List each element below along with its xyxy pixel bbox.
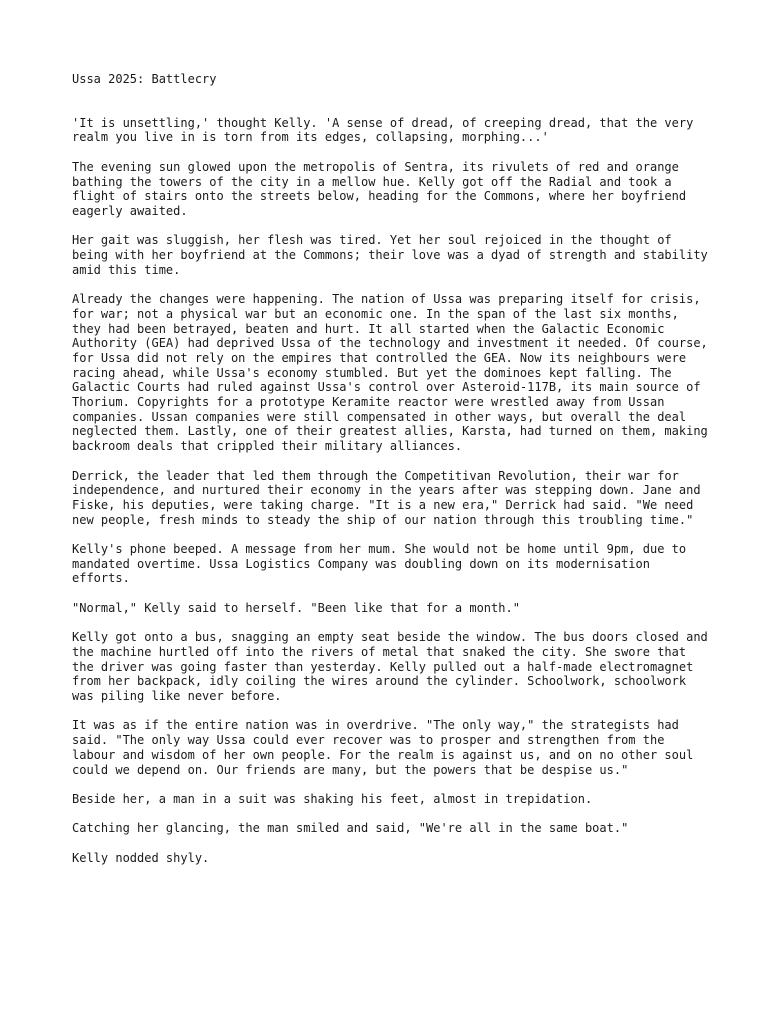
document-title: Ussa 2025: Battlecry	[72, 72, 217, 86]
paragraph: It was as if the entire nation was in overdrive. "The only way," the strategists had said. "The only way Ussa could ever recover was to prosper and strengthen from the labour and wisdom of her own people. For the realm is against us, and on no other soul could we depend on. Our friends are many, but the powers that be despise us."	[72, 718, 694, 777]
paragraph: Already the changes were happening. The nation of Ussa was preparing itself for crisis, for war; not a physical war but an economic one. In the span of the last six months, they had been betrayed, beaten and hurt. It all started when the Galactic Economic Authority (GEA) had deprived Ussa of the technology and investment it needed. Of course, for Ussa did not rely on the empires that controlled the GEA. Now its neighbours were racing ahead, while Ussa's economy stumbled. But yet the dominoes kept falling. The Galactic Courts had ruled against Ussa's control over Asteroid-117B, its main source of Thorium. Copyrights for a prototype Keramite reactor were wrestled away from Ussan companies. Ussan companies were still compensated in other ways, but overall the deal neglected them. Lastly, one of their greatest allies, Karsta, had turned on them, making backroom deals that crippled their military alliances.	[72, 292, 708, 454]
paragraph: The evening sun glowed upon the metropolis of Sentra, its rivulets of red and orange bathing the towers of the city in a mellow hue. Kelly got off the Radial and took a flight of stairs onto the streets below, heading for the Commons, where her boyfriend eagerly awaited.	[72, 159, 687, 218]
paragraph: Kelly's phone beeped. A message from her mum. She would not be home until 9pm, due to mandated overtime. Ussa Logistics Company was doubling down on its modernisation efforts.	[72, 542, 687, 586]
document-page	[72, 72, 712, 880]
paragraph: Catching her glancing, the man smiled and said, "We're all in the same boat."	[72, 821, 629, 836]
paragraph: Kelly nodded shyly.	[72, 850, 210, 865]
paragraph: Her gait was sluggish, her flesh was tired. Yet her soul rejoiced in the thought of being with her boyfriend at the Commons; their love was a dyad of strength and stability amid this time.	[72, 233, 708, 277]
paragraph: "Normal," Kelly said to herself. "Been like that for a month."	[72, 600, 520, 615]
paragraph: Kelly got onto a bus, snagging an empty seat beside the window. The bus doors closed and the machine hurtled off into the rivers of metal that snaked the city. She swore that the driver was going faster than yesterday. Kelly pulled out a half-made electromagnet from her backpack, idly coiling the wires around the cylinder. Schoolwork, schoolwork was piling like never before.	[72, 630, 708, 704]
paragraph: 'It is unsettling,' thought Kelly. 'A sense of dread, of creeping dread, that the very realm you live in is torn from its edges, collapsing, morphing...'	[72, 115, 694, 145]
paragraph: Beside her, a man in a suit was shaking his feet, almost in trepidation.	[72, 791, 593, 806]
paragraph: Derrick, the leader that led them through the Competitivan Revolution, their war for independence, and nurtured their economy in the years after was stepping down. Jane and Fiske, his deputies, were taking charge. "It is a new era," Derrick had said. "We need new people, fresh minds to steady the ship of our nation through this troubling time."	[72, 468, 701, 527]
